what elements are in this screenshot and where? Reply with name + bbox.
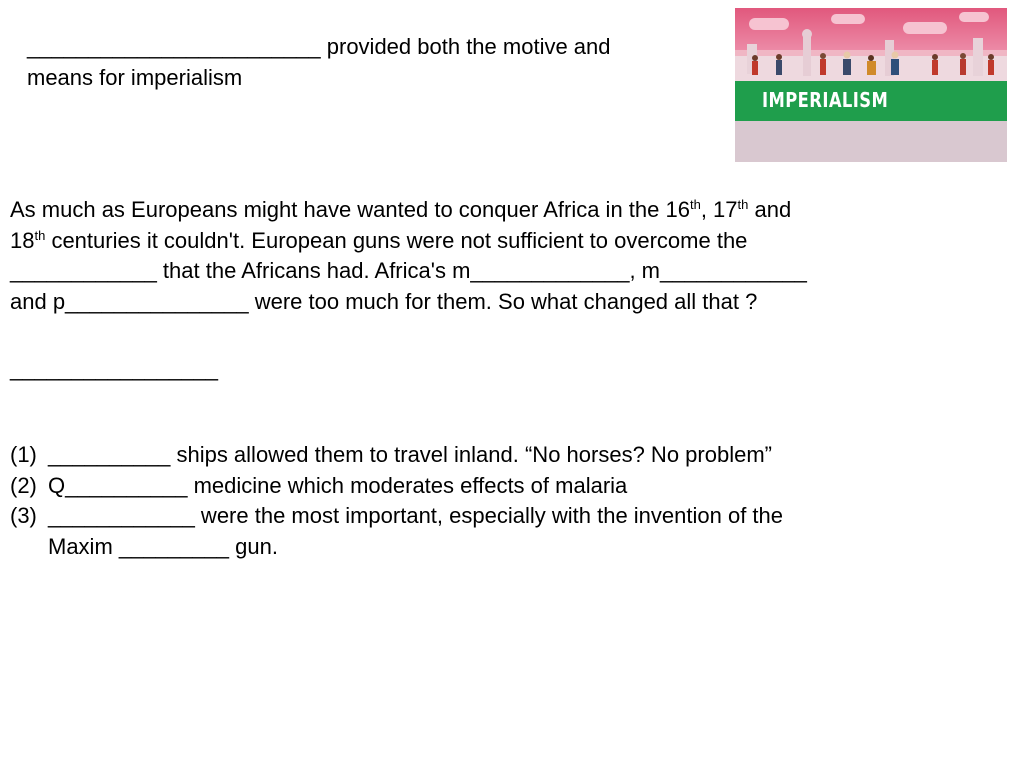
intro-text: [27, 32, 611, 93]
numbered-list: [10, 440, 783, 562]
paragraph-text: centuries it couldn't. European guns were not sufficient to overcome the: [45, 227, 748, 253]
list-item: [10, 471, 783, 502]
figure-icon: [752, 55, 758, 75]
list-text-line: ____________ were the most important, especially with the invention of the: [48, 503, 784, 528]
banner-base: [735, 121, 1007, 162]
paragraph-line-3: ____________ that the Africans had. Africa's m_____________, m____________: [10, 258, 807, 283]
banner-title-band: [735, 81, 1007, 121]
intro-line-1: ________________________ provided both the motive and: [27, 34, 611, 59]
paragraph-text: As much as Europeans might have wanted to conquer Africa in the 16: [10, 197, 690, 222]
list-number: (3): [10, 503, 37, 528]
figure-icon: [988, 54, 994, 75]
list-number: (2): [10, 472, 37, 498]
banner-title: IMPERIALISM: [762, 88, 889, 112]
superscript: th: [34, 227, 46, 243]
list-text: __________ ships allowed them to travel inland. “No horses? No problem”: [48, 442, 772, 467]
paragraph-text: , 17: [700, 197, 738, 222]
imperialism-banner-image: [735, 8, 1007, 162]
paragraph-line-2: [10, 226, 807, 257]
list-text: [48, 501, 783, 562]
paragraph-text: and: [748, 197, 792, 222]
list-text-continuation: Maxim _________ gun.: [48, 533, 278, 559]
banner-figures-illustration: [735, 8, 1007, 88]
main-paragraph: [10, 195, 807, 317]
paragraph-line-4: and p_______________ were too much for them. So what changed all that ?: [10, 288, 758, 314]
list-item: [10, 501, 783, 562]
figure-icon: [776, 54, 782, 75]
superscript: th: [689, 197, 701, 212]
list-item: [10, 440, 783, 471]
figure-icon: [820, 53, 826, 75]
list-number: (1): [10, 442, 37, 467]
figure-icon: [932, 54, 938, 75]
list-text: Q__________ medicine which moderates effects of malaria: [48, 472, 628, 498]
intro-line-2: means for imperialism: [27, 64, 243, 90]
superscript: th: [737, 197, 749, 212]
paragraph-text: 18: [10, 227, 35, 253]
answer-blank: _________________: [10, 356, 219, 381]
figure-icon: [960, 53, 966, 75]
figure-icon: [843, 52, 851, 76]
paragraph-line-1: [10, 195, 807, 226]
figure-icon: [891, 52, 899, 76]
